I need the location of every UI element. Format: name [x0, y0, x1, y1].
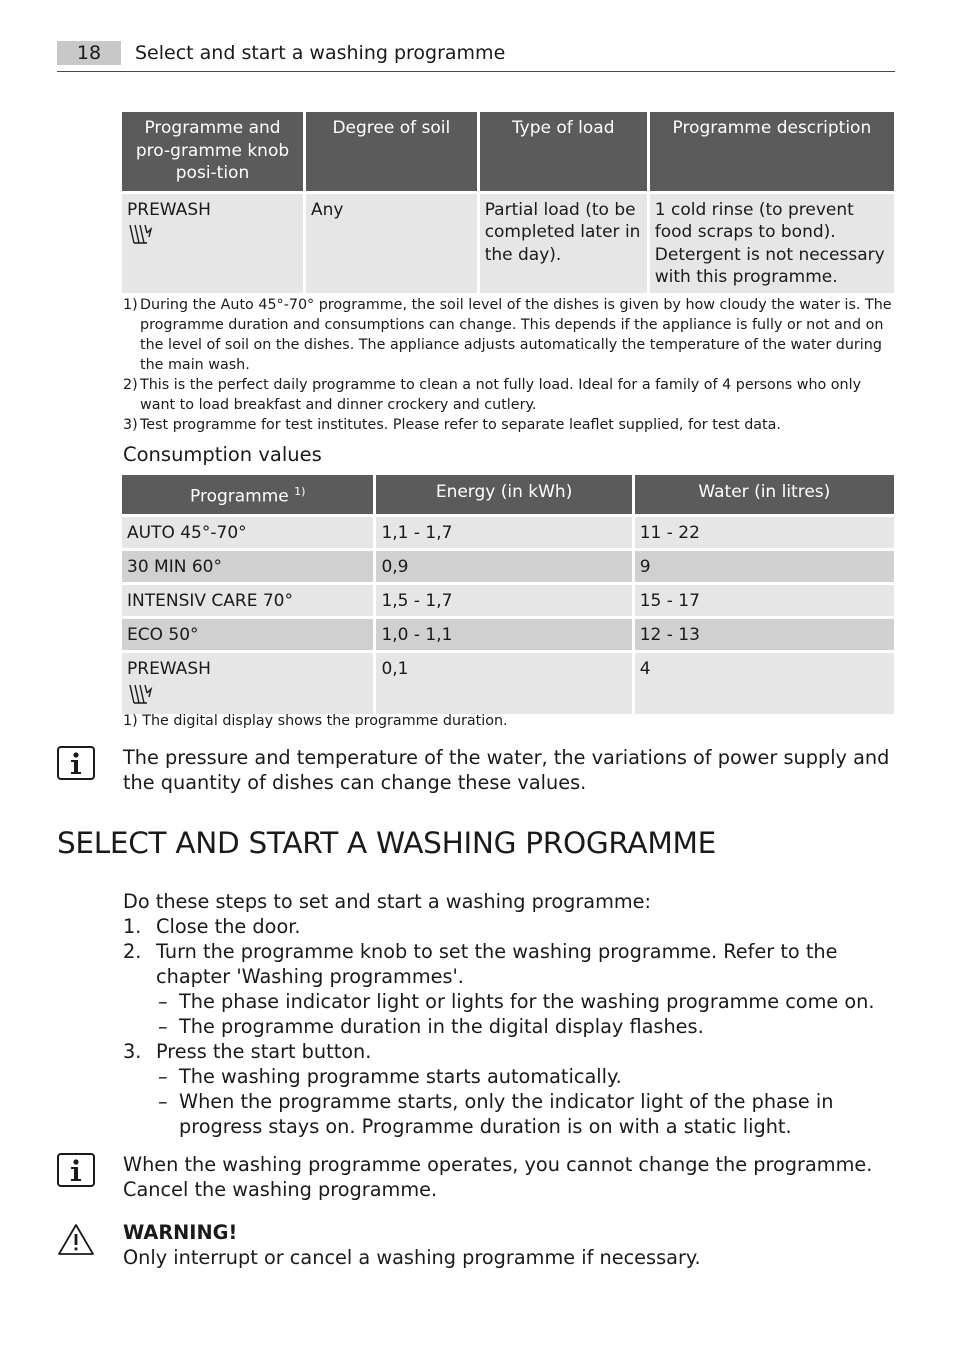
cell-soil: Any — [306, 194, 477, 293]
cell-description: 1 cold rinse (to prevent food scraps to bond). Detergent is not necessary with this programme. — [650, 194, 894, 293]
footnote-number: 3) — [123, 417, 138, 433]
consumption-footnote: 1) The digital display shows the programme duration. — [123, 713, 508, 729]
step-3: Press the start button. — [156, 1040, 372, 1063]
consumption-table-header — [122, 475, 894, 514]
warning-title: WARNING! — [123, 1221, 238, 1244]
consumption-table — [119, 472, 897, 717]
footnote-number: 2) — [123, 377, 138, 393]
table-row — [122, 585, 894, 616]
col-header-description: Programme description — [650, 112, 894, 191]
list-dash: – — [158, 1015, 168, 1038]
page-header — [57, 41, 895, 72]
cell-water: 15 - 17 — [635, 585, 894, 616]
footnote-number: 1) — [123, 297, 138, 313]
footnote-3 — [123, 415, 781, 435]
warning-icon — [57, 1222, 95, 1256]
cell-programme: ECO 50° — [122, 619, 373, 650]
table-row — [122, 517, 894, 548]
cell-energy: 1,5 - 1,7 — [376, 585, 631, 616]
step-number: 3. — [123, 1040, 142, 1063]
prewash-icon — [127, 683, 153, 705]
header-title: Select and start a washing programme — [135, 42, 506, 64]
cell-programme: AUTO 45°-70° — [122, 517, 373, 548]
steps-intro: Do these steps to set and start a washing programme: — [123, 890, 652, 913]
step-1: Close the door. — [156, 915, 301, 938]
step-number: 2. — [123, 940, 142, 963]
cell-energy: 1,0 - 1,1 — [376, 619, 631, 650]
footnote-text: Test programme for test institutes. Please refer to separate leaflet supplied, for test data. — [140, 417, 781, 433]
warning-text: Only interrupt or cancel a washing programme if necessary. — [123, 1246, 701, 1269]
step-3-sub-1: The washing programme starts automatically. — [179, 1065, 622, 1088]
cell-programme: 30 MIN 60° — [122, 551, 373, 582]
section-heading: SELECT AND START A WASHING PROGRAMME — [57, 826, 716, 860]
footnote-ref: 1) — [294, 485, 306, 498]
info-icon — [57, 746, 95, 780]
list-dash: – — [158, 990, 168, 1013]
col-header-programme: Programme $^{1)}$ — [122, 475, 373, 514]
cell-water: 11 - 22 — [635, 517, 894, 548]
cell-water: 12 - 13 — [635, 619, 894, 650]
programme-table — [119, 109, 897, 296]
cell-energy: 0,9 — [376, 551, 631, 582]
table-row — [122, 551, 894, 582]
programme-name: PREWASH — [127, 199, 211, 220]
programme-name: PREWASH — [127, 659, 211, 680]
step-3-sub-2: When the programme starts, only the indicator light of the phase in progress stays on. Programme duration is on with a static light. — [179, 1090, 834, 1138]
col-header-programme: Programme and pro-gramme knob posi-tion — [122, 112, 303, 191]
page-number: 18 — [57, 41, 121, 65]
footnote-1 — [123, 295, 892, 373]
step-2-sub-2: The programme duration in the digital display flashes. — [179, 1015, 704, 1038]
info-note-consumption: The pressure and temperature of the water, the variations of power supply and the quantity of dishes can change these values. — [123, 746, 890, 794]
table-row — [122, 194, 894, 293]
list-dash: – — [158, 1090, 168, 1113]
step-2-sub-1: The phase indicator light or lights for the washing programme come on. — [179, 990, 875, 1013]
consumption-title: Consumption values — [123, 443, 322, 466]
table-row — [122, 619, 894, 650]
footnote-text: This is the perfect daily programme to clean a not fully load. Ideal for a family of 4 persons who only want to load breakfast and dinner crockery and cutlery. — [140, 377, 862, 413]
cell-load: Partial load (to be completed later in the day). — [480, 194, 647, 293]
footnote-2 — [123, 375, 862, 413]
info-note-operation: When the washing programme operates, you cannot change the programme. Cancel the washing programme. — [123, 1153, 873, 1201]
cell-energy: 0,1 — [376, 653, 631, 714]
cell-programme — [122, 653, 373, 714]
col-header-energy: Energy (in kWh) — [376, 475, 631, 514]
programme-table-header — [122, 112, 894, 191]
footnote-text: During the Auto 45°-70° programme, the soil level of the dishes is given by how cloudy the water is. The programme duration and consumptions can change. This depends if the appliance is fully or not and on the level of soil on the dishes. The appliance adjusts automatically the temperature of the water during the main wash. — [140, 297, 892, 373]
table-row — [122, 653, 894, 714]
info-icon — [57, 1153, 95, 1187]
step-2: Turn the programme knob to set the washing programme. Refer to the chapter 'Washing programmes'. — [156, 940, 838, 988]
cell-programme: INTENSIV CARE 70° — [122, 585, 373, 616]
list-dash: – — [158, 1065, 168, 1088]
col-header-load: Type of load — [480, 112, 647, 191]
cell-programme — [122, 194, 303, 293]
col-header-soil: Degree of soil — [306, 112, 477, 191]
cell-energy: 1,1 - 1,7 — [376, 517, 631, 548]
prewash-icon — [127, 223, 153, 245]
step-number: 1. — [123, 915, 142, 938]
cell-water: 9 — [635, 551, 894, 582]
col-header-water: Water (in litres) — [635, 475, 894, 514]
cell-water: 4 — [635, 653, 894, 714]
